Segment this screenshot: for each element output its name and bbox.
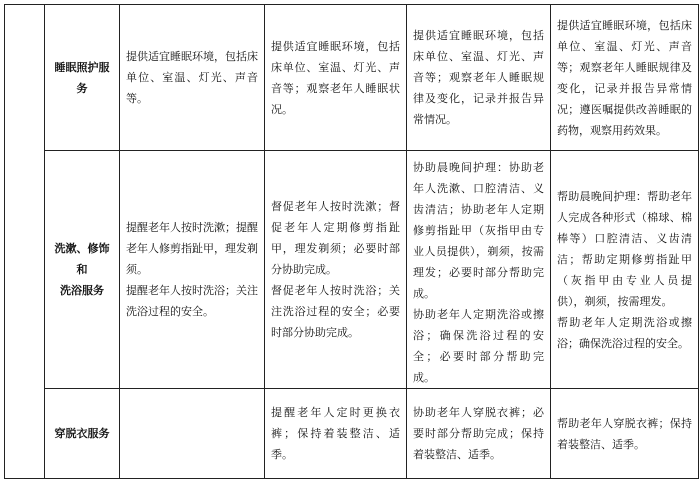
service-text: 提醒老年人定时更换衣裤；保持着装整洁、适季。 [271,406,400,461]
category-cell [45,151,120,389]
level-4-cell [551,389,699,479]
service-standard-table [4,4,699,479]
level-2-cell [265,389,407,479]
category-label: 穿脱衣服务 [54,427,110,440]
level-1-cell [120,151,265,389]
service-text: 协助老年人穿脱衣裤；必要时部分帮助完成；保持着装整洁、适季。 [413,406,544,461]
category-label: 洗浴服务 [60,284,104,297]
service-text: 提供适宜睡眠环境，包括床单位、室温、灯光、声音等。 [126,50,258,105]
service-text: 提醒老年人按时洗漱；提醒老年人修剪指趾甲，理发剃须。 [126,221,258,276]
row-group-cell [5,5,45,479]
service-text: 提供适宜睡眠环境，包括床单位、室温、灯光、声音等；观察老年人睡眠规律及变化，记录并报告异常情况。 [413,29,544,126]
service-text: 督促老年人按时洗浴；关注洗浴过程的安全；必要时部分协助完成。 [271,284,400,339]
category-label: 和 [76,263,88,276]
service-text: 提供适宜睡眠环境，包括床单位、室温、灯光、声音等；观察老年人睡眠规律及变化，记录并报告异常情况；遵医嘱提供改善睡眠的药物，观察用药效果。 [557,18,692,137]
service-text: 帮助老年人穿脱衣裤；保持着装整洁、适季。 [557,416,692,451]
level-1-cell [120,389,265,479]
level-3-cell [407,151,551,389]
table-row [5,5,699,151]
category-label: 洗漱、修饰 [54,242,110,255]
service-text: 提供适宜睡眠环境，包括床单位、室温、灯光、声音等；观察老年人睡眠状况。 [271,39,400,116]
service-text: 帮助老年人定期洗浴或擦浴；确保洗浴过程的安全。 [557,315,692,350]
table-row [5,389,699,479]
category-cell [45,389,120,479]
level-4-cell [551,5,699,151]
level-3-cell [407,5,551,151]
level-1-cell [120,5,265,151]
level-3-cell [407,389,551,479]
level-4-cell [551,151,699,389]
service-text: 提醒老年人按时洗浴；关注洗浴过程的安全。 [126,284,258,318]
service-text: 帮助晨晚间护理：帮助老年人完成各种形式（棉球、棉棒等）口腔清洁、义齿清洁；帮助定期修剪指趾甲（灰指甲由专业人员提供），剃须，按需理发。 [557,189,692,308]
category-cell [45,5,120,151]
service-text: 督促老年人按时洗漱；督促老年人定期修剪指趾甲，理发剃须；必要时部分协助完成。 [271,200,400,276]
service-text: 协助老年人定期洗浴或擦浴；确保洗浴过程的安全；必要时部分帮助完成。 [413,308,544,384]
level-2-cell [265,5,407,151]
category-label: 睡眠照护服务 [54,60,110,95]
level-2-cell [265,151,407,389]
table-row [5,151,699,389]
service-text: 协助晨晚间护理：协助老年人洗漱、口腔清洁、义齿清洁；协助老年人定期修剪指趾甲（灰指甲由专业人员提供），剃须，按需理发；必要时部分帮助完成。 [413,161,544,300]
